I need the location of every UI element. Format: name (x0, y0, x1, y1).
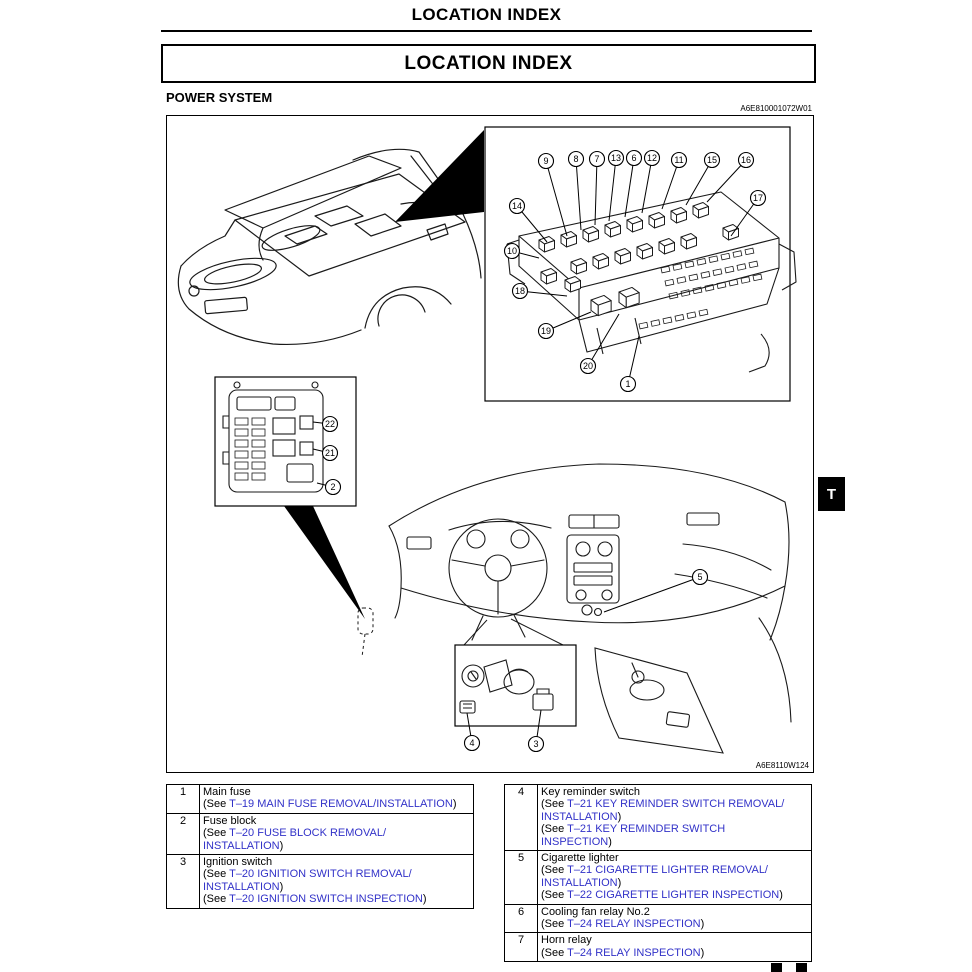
text-segment: (See (541, 918, 568, 931)
pedal-dashed-outline (358, 608, 373, 657)
callout-15 (705, 153, 720, 168)
svg-text:3: 3 (533, 739, 539, 750)
callout-2 (326, 480, 341, 495)
svg-text:20: 20 (582, 361, 594, 372)
text-segment: Ignition switch (203, 856, 273, 869)
svg-text:15: 15 (706, 155, 718, 166)
xref-link[interactable]: INSTALLATION (203, 880, 280, 893)
item-number: 7 (505, 933, 538, 962)
svg-text:5: 5 (697, 572, 703, 583)
page-header-title: LOCATION INDEX (411, 5, 562, 24)
svg-text:7: 7 (594, 154, 600, 165)
callout-8 (569, 152, 584, 167)
table-row (167, 855, 474, 909)
svg-text:21: 21 (324, 448, 336, 459)
text-segment: ) (700, 918, 705, 931)
text-segment: ) (422, 893, 427, 906)
callout-13 (609, 151, 624, 166)
item-number: 1 (167, 785, 200, 814)
svg-text:11: 11 (674, 155, 684, 166)
dashboard-drawing (389, 464, 791, 753)
item-description (200, 785, 474, 814)
callout-14 (510, 199, 525, 214)
svg-text:2: 2 (330, 482, 336, 493)
xref-link[interactable]: T–21 KEY REMINDER SWITCH REMOVAL/ (567, 798, 785, 811)
ignition-inset-frame (455, 645, 576, 726)
callout-21 (323, 446, 338, 461)
table-row (505, 904, 812, 933)
xref-link[interactable]: T–21 CIGARETTE LIGHTER REMOVAL/ (567, 864, 768, 877)
xref-link[interactable]: T–20 IGNITION SWITCH REMOVAL/ (229, 868, 412, 881)
text-segment: Main fuse (203, 786, 251, 798)
nav-mark-right (796, 963, 807, 972)
text-segment: ) (608, 835, 612, 848)
pointer-wedge-fuseblock (284, 506, 365, 619)
location-table-left (166, 784, 474, 909)
text-segment: (See (203, 798, 230, 811)
item-number: 4 (505, 785, 538, 851)
item-description (200, 855, 474, 909)
item-description (538, 851, 812, 905)
callout-22 (323, 417, 338, 432)
xref-link[interactable]: T–20 FUSE BLOCK REMOVAL/ (229, 827, 386, 840)
svg-text:16: 16 (740, 155, 752, 166)
svg-text:6: 6 (631, 153, 637, 164)
callout-6 (627, 151, 642, 166)
svg-text:19: 19 (540, 326, 552, 337)
svg-text:9: 9 (543, 156, 549, 167)
callout-19 (539, 324, 554, 339)
location-index-title-box (161, 44, 816, 83)
xref-link[interactable]: INSTALLATION (203, 839, 280, 852)
table-row (167, 785, 474, 814)
text-segment: (See (541, 864, 568, 877)
xref-link[interactable]: INSTALLATION (541, 810, 618, 823)
location-table-right (504, 784, 812, 962)
text-segment: ) (617, 876, 622, 889)
item-description (538, 785, 812, 851)
item-number: 3 (167, 855, 200, 909)
car-drawing (178, 149, 481, 344)
figure-drawing (167, 116, 811, 770)
location-figure (166, 115, 814, 773)
text-segment: Fuse block (203, 814, 257, 827)
callout-10 (505, 244, 520, 259)
text-segment: Horn relay (541, 934, 592, 947)
text-segment: ) (700, 946, 705, 959)
callout-3 (529, 737, 544, 752)
svg-text:17: 17 (752, 193, 764, 204)
callout-20 (581, 359, 596, 374)
callout-17 (751, 191, 766, 206)
text-segment: ) (279, 839, 284, 852)
text-segment: (See (541, 889, 568, 902)
svg-text:14: 14 (511, 201, 523, 212)
header-rule (161, 30, 812, 32)
location-tables (166, 784, 812, 962)
text-segment: (See (203, 893, 230, 906)
section-title-power-system: POWER SYSTEM (166, 90, 273, 105)
svg-text:12: 12 (646, 153, 658, 164)
figure-code-top: A6E810001072W01 (740, 104, 812, 113)
table-row (167, 813, 474, 854)
svg-text:4: 4 (469, 738, 475, 749)
item-description (538, 904, 812, 933)
text-segment: (See (203, 868, 230, 881)
text-segment: Cigarette lighter (541, 852, 619, 865)
text-segment: (See (203, 827, 230, 840)
callout-16 (739, 153, 754, 168)
text-segment: Cooling fan relay No.2 (541, 905, 650, 918)
text-segment: ) (452, 798, 457, 811)
text-segment: (See (541, 798, 568, 811)
page-nav-marks (771, 963, 807, 972)
svg-text:22: 22 (324, 419, 336, 430)
svg-text:8: 8 (573, 154, 579, 165)
item-number: 6 (505, 904, 538, 933)
figure-code-bottom: A6E8110W124 (755, 761, 809, 770)
text-segment: ) (279, 880, 284, 893)
callout-18 (513, 284, 528, 299)
svg-text:10: 10 (506, 246, 518, 257)
svg-text:13: 13 (610, 153, 622, 164)
xref-link[interactable]: T–24 RELAY INSPECTION (567, 918, 701, 931)
column-leader-lines (464, 619, 563, 645)
xref-link[interactable]: T–24 RELAY INSPECTION (567, 946, 701, 959)
pointer-wedge-fusebox (395, 130, 484, 222)
item-description (538, 933, 812, 962)
callout-9 (539, 154, 554, 169)
item-number: 5 (505, 851, 538, 905)
text-segment: (See (541, 946, 568, 959)
xref-link[interactable]: T–22 CIGARETTE LIGHTER INSPECTION (567, 889, 780, 902)
text-segment: ) (617, 810, 622, 823)
table-row (505, 851, 812, 905)
callout-11 (672, 153, 687, 168)
item-number: 2 (167, 813, 200, 854)
xref-link[interactable]: T–19 MAIN FUSE REMOVAL/INSTALLATION (229, 798, 453, 811)
callout-4 (465, 736, 480, 751)
svg-text:1: 1 (625, 379, 631, 390)
text-segment: Key reminder switch (541, 786, 641, 798)
callout-12 (645, 151, 660, 166)
svg-text:18: 18 (514, 286, 526, 297)
nav-mark-left (771, 963, 782, 972)
xref-link[interactable]: T–21 KEY REMINDER SWITCH (567, 823, 726, 836)
title-box-label: LOCATION INDEX (404, 52, 573, 74)
section-thumb-tab: T (818, 477, 845, 511)
table-row (505, 785, 812, 851)
callout-1 (621, 377, 636, 392)
xref-link[interactable]: T–20 IGNITION SWITCH INSPECTION (229, 893, 423, 906)
callout-5 (693, 570, 708, 585)
item-description (200, 813, 474, 854)
table-row (505, 933, 812, 962)
text-segment: ) (779, 889, 783, 902)
xref-link[interactable]: INSPECTION (541, 835, 609, 848)
text-segment: (See (541, 823, 568, 836)
xref-link[interactable]: INSTALLATION (541, 876, 618, 889)
callout-7 (590, 152, 605, 167)
